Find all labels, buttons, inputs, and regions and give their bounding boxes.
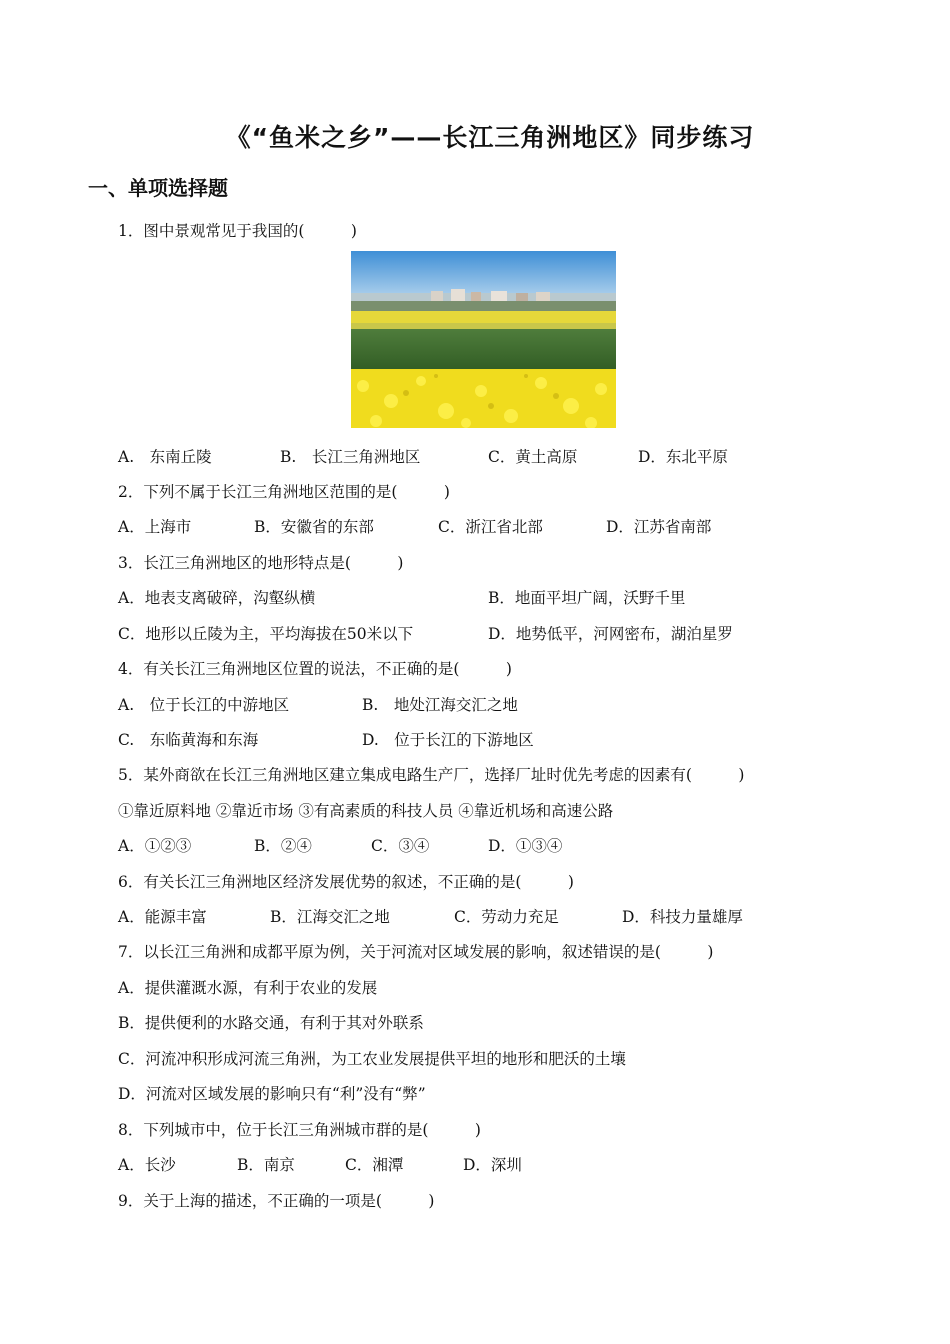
q1-option-c: C．黄土高原 [488, 448, 578, 466]
q2-option-a: A．上海市 [118, 518, 192, 536]
q7-option-a: A．提供灌溉水源，有利于农业的发展 [118, 979, 378, 997]
q8-option-d: D．深圳 [463, 1156, 522, 1174]
q8-option-b: B．南京 [237, 1156, 295, 1174]
question-5: 5．某外商欲在长江三角洲地区建立集成电路生产厂，选择厂址时优先考虑的因素有( ) [118, 766, 745, 784]
q3-option-a: A．地表支离破碎，沟壑纵横 [118, 589, 316, 607]
q5-option-b: B．②④ [254, 837, 312, 855]
q7-option-d: D．河流对区域发展的影响只有“利”没有“弊” [118, 1085, 426, 1103]
q3-option-b: B．地面平坦广阔，沃野千里 [488, 589, 686, 607]
q1-option-d: D．东北平原 [638, 448, 728, 466]
page-title: 《“鱼米之乡”——长江三角洲地区》同步练习 [225, 123, 755, 152]
question-8: 8．下列城市中，位于长江三角洲城市群的是( ) [118, 1121, 481, 1139]
q4-option-a: A. 位于长江的中游地区 [118, 696, 290, 714]
q4-option-d: D. 位于长江的下游地区 [362, 731, 534, 749]
q2-option-d: D．江苏省南部 [606, 518, 712, 536]
q2-option-c: C．浙江省北部 [438, 518, 543, 536]
q7-option-b: B．提供便利的水路交通，有利于其对外联系 [118, 1014, 424, 1032]
q5-option-d: D．①③④ [488, 837, 563, 855]
question-2: 2．下列不属于长江三角洲地区范围的是( ) [118, 483, 450, 501]
q6-option-d: D．科技力量雄厚 [622, 908, 743, 926]
question-9: 9．关于上海的描述，不正确的一项是( ) [118, 1192, 435, 1210]
q8-option-c: C．湘潭 [345, 1156, 404, 1174]
rapeseed-field-photo [351, 251, 616, 428]
q1-option-b: B. 长江三角洲地区 [280, 448, 421, 466]
question-6: 6．有关长江三角洲地区经济发展优势的叙述，不正确的是( ) [118, 873, 574, 891]
q8-option-a: A．长沙 [118, 1156, 176, 1174]
q4-option-b: B. 地处江海交汇之地 [362, 696, 518, 714]
q5-option-a: A．①②③ [118, 837, 192, 855]
q6-option-c: C．劳动力充足 [454, 908, 559, 926]
q2-option-b: B．安徽省的东部 [254, 518, 374, 536]
q5-option-c: C．③④ [371, 837, 430, 855]
q6-option-b: B．江海交汇之地 [270, 908, 390, 926]
q7-option-c: C．河流冲积形成河流三角洲，为工农业发展提供平坦的地形和肥沃的土壤 [118, 1050, 626, 1068]
q5-factors: ①靠近原料地 ②靠近市场 ③有高素质的科技人员 ④靠近机场和高速公路 [118, 802, 614, 820]
question-1: 1．图中景观常见于我国的( ) [118, 222, 357, 240]
q3-option-d: D．地势低平，河网密布，湖泊星罗 [488, 625, 733, 643]
q3-option-c: C．地形以丘陵为主，平均海拔在50米以下 [118, 625, 414, 643]
section-heading: 一、单项选择题 [88, 176, 228, 200]
question-3: 3．长江三角洲地区的地形特点是( ) [118, 554, 404, 572]
question-4: 4．有关长江三角洲地区位置的说法，不正确的是( ) [118, 660, 512, 678]
q1-option-a: A. 东南丘陵 [118, 448, 212, 466]
q4-option-c: C. 东临黄海和东海 [118, 731, 259, 749]
q6-option-a: A．能源丰富 [118, 908, 207, 926]
question-7: 7．以长江三角洲和成都平原为例，关于河流对区域发展的影响，叙述错误的是( ) [118, 943, 714, 961]
